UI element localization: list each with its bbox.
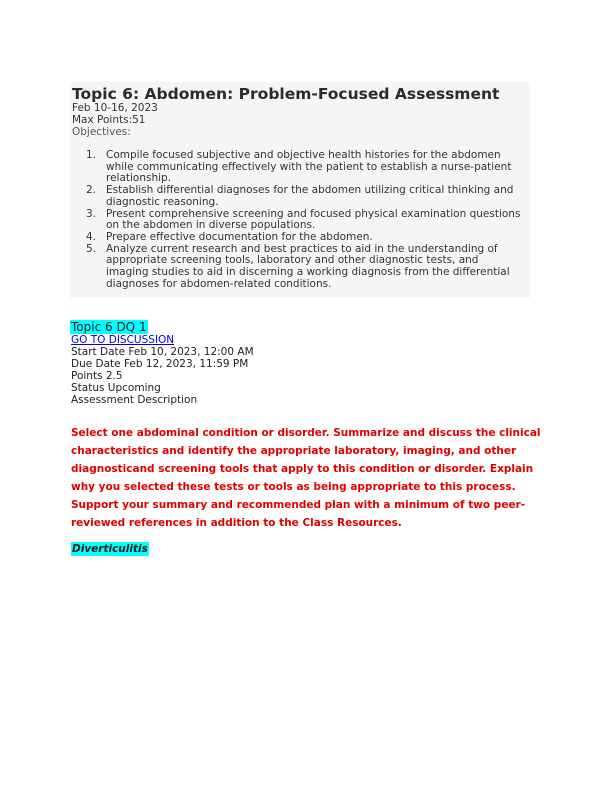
objective-number: 4. xyxy=(86,230,97,243)
objective-text: Compile focused subjective and objective health histories for the abdomen while communicating effectively with the patient to establish a nurse-patient relationship. xyxy=(106,149,512,185)
objective-text: Present comprehensive screening and focused physical examination questions on the abdomen in diverse populations. xyxy=(106,207,521,232)
go-to-discussion-link[interactable]: GO TO DISCUSSION xyxy=(71,334,175,346)
points-value: Points 2.5 xyxy=(71,370,123,382)
assessment-description-label: Assessment Description xyxy=(71,394,198,406)
objective-item xyxy=(70,185,522,208)
selected-condition: Diverticulitis xyxy=(72,543,148,555)
start-date: Start Date Feb 10, 2023, 12:00 AM xyxy=(71,346,254,358)
objective-number: 3. xyxy=(86,207,97,220)
objective-text: Prepare effective documentation for the abdomen. xyxy=(106,230,373,243)
objective-number: 1. xyxy=(86,149,97,161)
assessment-prompt: Select one abdominal condition or disorder. Summarize and discuss the clinical characteristics and identify the appropriate laboratory, imaging, and other diagnosticand screening tools that apply to this condition or disorder. Explain why you selected these tests or tools as being appropriate to this process. Support your summary and recommended plan with a minimum of two peer-reviewed references in addition to the Class Resources. xyxy=(71,427,541,529)
topic-dates: Feb 10-16, 2023 xyxy=(72,102,158,114)
objective-text: Establish differential diagnoses for the abdomen utilizing critical thinking and diagnostic reasoning. xyxy=(106,184,514,208)
objective-item xyxy=(70,209,522,232)
discussion-title: Topic 6 DQ 1 xyxy=(71,320,147,334)
objectives-label: Objectives: xyxy=(72,126,131,138)
topic-max-points: Max Points:51 xyxy=(72,114,146,126)
objective-item xyxy=(70,150,522,185)
objective-number: 2. xyxy=(86,184,97,197)
objective-text: Analyze current research and best practices to aid in the understanding of appropriate screening tools, laboratory and other diagnostic tests, and imaging studies to aid in discerning a working diagnosis from the differential diagnoses for abdomen-related conditions. xyxy=(106,242,510,290)
status-value: Status Upcoming xyxy=(71,382,161,394)
objectives-list xyxy=(70,150,522,290)
topic-overview-panel xyxy=(70,82,530,298)
objective-number: 5. xyxy=(86,242,97,255)
objective-item xyxy=(70,244,522,291)
topic-title: Topic 6: Abdomen: Problem-Focused Assessment xyxy=(72,85,500,103)
due-date: Due Date Feb 12, 2023, 11:59 PM xyxy=(71,358,249,370)
